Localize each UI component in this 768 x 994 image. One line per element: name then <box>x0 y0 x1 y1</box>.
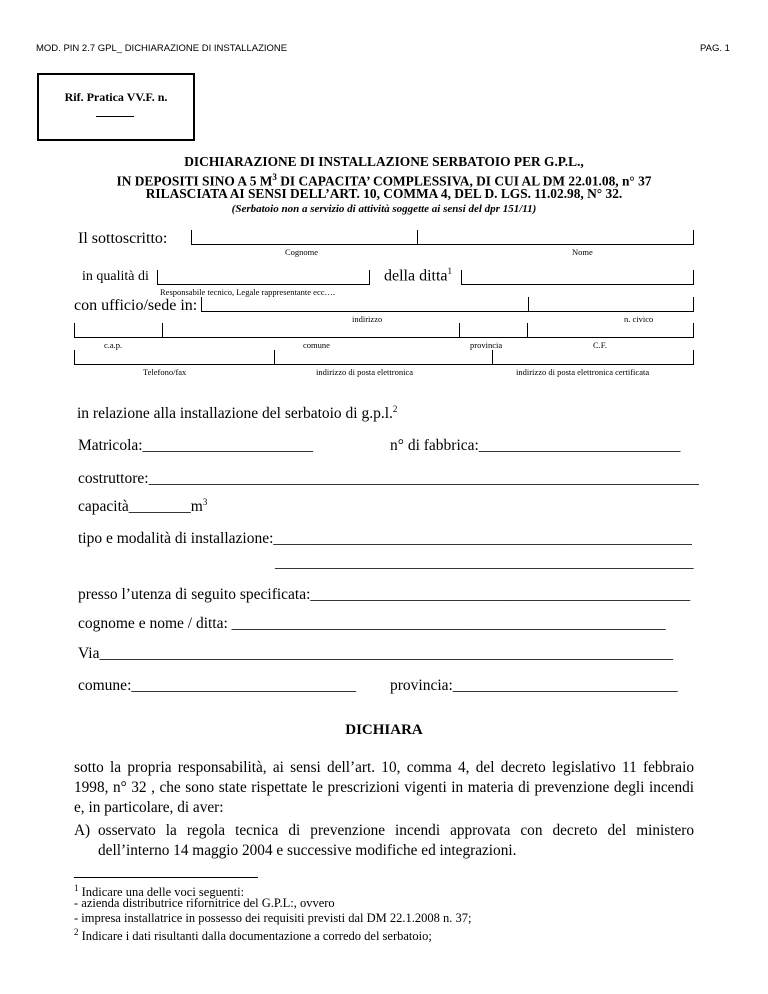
footnote-2: $^2$ Indicare i dati risultanti dalla documentazione a corredo del serbatoio; <box>74 927 432 944</box>
caption-provincia: provincia <box>470 340 503 350</box>
field-cap-comune-cf[interactable] <box>74 323 694 338</box>
header-page-number: PAG. 1 <box>700 43 730 54</box>
item-a-label: A) <box>74 822 91 839</box>
caption-pec: indirizzo di posta elettronica certificata <box>516 367 650 377</box>
field-comune[interactable]: comune:_____________________________ <box>78 677 357 694</box>
field-via[interactable]: Via__________________________________________________________________________ <box>78 645 673 662</box>
field-indirizzo[interactable] <box>201 297 694 312</box>
label-in-qualita: in qualità di <box>82 269 149 284</box>
footnote-1b: - impresa installatrice in possesso dei requisiti previsti dal DM 22.1.2008 n. 37; <box>74 911 472 925</box>
field-cognome-ditta[interactable]: cognome e nome / ditta: ________________________________________________________ <box>78 615 666 632</box>
field-capacita[interactable]: $capacità\_\_\_\_\_\_\_\_m^3$ <box>78 497 208 516</box>
field-ditta[interactable] <box>461 270 694 285</box>
caption-email: indirizzo di posta elettronica <box>316 367 414 377</box>
title-line-2: IN DEPOSITI SINO A 5 $M^3$ DI CAPACITA’ COMPLESSIVA, DI CUI AL DM 22.01.08, n° 37 <box>116 172 652 189</box>
footnote-1a: - azienda distributrice rifornitrice del G.P.L:, ovvero <box>74 896 335 910</box>
rif-pratica-box <box>37 73 195 141</box>
field-tipo-installazione[interactable]: tipo e modalità di installazione:______________________________________________________ <box>78 530 692 547</box>
rif-pratica-label: Rif. Pratica VV.F. n. <box>64 90 168 104</box>
footnote-1: $^1$ Indicare una delle voci seguenti: <box>74 883 245 900</box>
dichiara-paragraph: sotto la propria responsabilità, ai sensi dell’art. 10, comma 4, del decreto legislativo 11 febbraio 1998, n° 32 , che sono state rispettate le prescrizioni vigenti in materia di prevenzione degli incendi e, in particolare, di aver: <box>74 759 694 816</box>
field-fabbrica[interactable]: n° di fabbrica:__________________________ <box>390 437 681 454</box>
caption-telefono: Telefono/fax <box>143 367 187 377</box>
intro-serbatoio: in relazione alla installazione del serbatoio di g.p.l.$^2$ <box>77 404 398 423</box>
field-provincia[interactable]: provincia:_____________________________ <box>390 677 678 694</box>
rif-pratica-field[interactable] <box>96 116 134 117</box>
caption-cognome: Cognome <box>285 247 319 257</box>
caption-nome: Nome <box>572 247 593 257</box>
field-tipo-installazione-2[interactable]: ______________________________________________________ <box>275 554 694 571</box>
field-matricola[interactable]: Matricola:______________________ <box>78 437 314 454</box>
title-line-3: RILASCIATA AI SENSI DELL’ART. 10, COMMA 4, DEL D. LGS. 11.02.98, N° 32. <box>145 186 623 201</box>
field-costruttore[interactable]: costruttore:_______________________________________________________________________ <box>78 470 699 487</box>
label-della-ditta: della ditta$^1$ <box>384 266 453 285</box>
field-qualita[interactable] <box>157 270 370 285</box>
caption-responsabile: Responsabile tecnico, Legale rappresentante ecc…. <box>160 287 336 297</box>
caption-indirizzo: indirizzo <box>352 314 383 324</box>
header-form-code: MOD. PIN 2.7 GPL_ DICHIARAZIONE DI INSTALLAZIONE <box>36 43 288 54</box>
item-a-text: osservato la regola tecnica di prevenzione incendi approvata con decreto del ministero dell’interno 14 maggio 2004 e successive modifiche ed integrazioni. <box>98 822 694 859</box>
field-contatti[interactable] <box>74 350 694 365</box>
footnote-separator <box>74 877 258 878</box>
label-sottoscritto: Il sottoscritto: <box>78 230 168 247</box>
caption-cap: c.a.p. <box>104 340 123 350</box>
subtitle: (Serbatoio non a servizio di attività soggette ai sensi del dpr 151/11) <box>231 203 537 215</box>
field-cognome-nome[interactable] <box>191 230 694 245</box>
caption-comune: comune <box>303 340 330 350</box>
caption-cf: C.F. <box>593 340 607 350</box>
label-ufficio: con ufficio/sede in: <box>74 297 198 314</box>
title-line-1: DICHIARAZIONE DI INSTALLAZIONE SERBATOIO PER G.P.L., <box>184 154 584 169</box>
field-presso-utenza[interactable]: presso l’utenza di seguito specificata:_________________________________________________ <box>78 586 691 603</box>
caption-civico: n. civico <box>624 314 654 324</box>
heading-dichiara: DICHIARA <box>345 722 423 738</box>
